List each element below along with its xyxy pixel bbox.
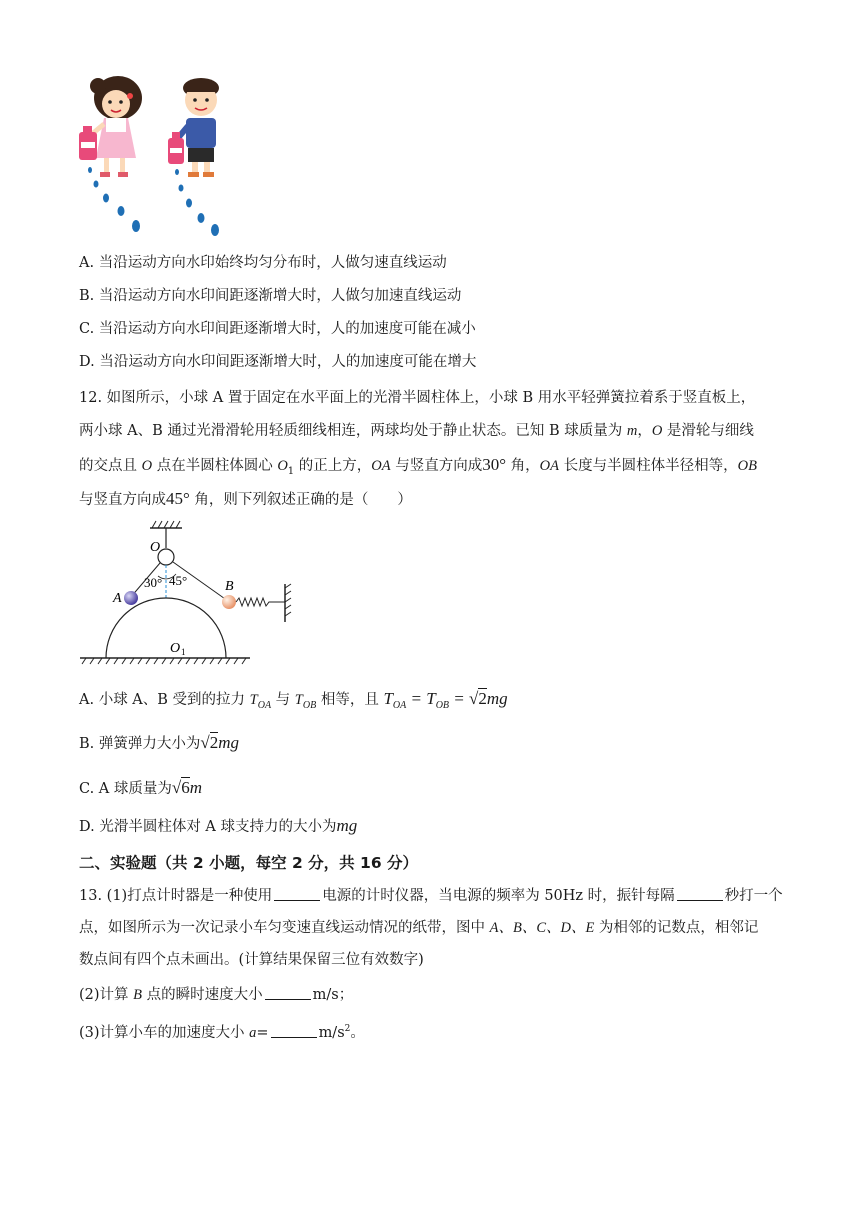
girl-figure [79, 76, 142, 177]
q13-line-1: 13. (1)打点计时器是一种使用 电源的计时仪器，当电源的频率为 50Hz 时，振针每隔 秒打一个 [79, 888, 783, 904]
q12-stem-line-2: 两小球 A、B 通过光滑滑轮用轻质细线相连，两球均处于静止状态。已知 B 球质量为 m，O 是滑轮与细线 [79, 423, 754, 439]
section-2-heading: 二、实验题（共 2 小题，每空 2 分，共 16 分） [79, 854, 419, 872]
q12-option-c: C. A 球质量为√6m [79, 778, 203, 797]
q13-line-2: 点，如图所示为一次记录小车匀变速直线运动情况的纸带，图中 A、B、C、D、E 为相邻的记数点，相邻记 [79, 920, 759, 936]
q12-pulley-diagram [78, 518, 298, 668]
boy-figure [168, 78, 219, 177]
ball-b [222, 595, 236, 609]
spring [236, 598, 285, 606]
q13-blank-2[interactable] [677, 886, 723, 901]
ball-a [124, 591, 138, 605]
pulley-circle [158, 549, 174, 565]
water-drops [88, 167, 219, 236]
q13-blank-4[interactable] [271, 1023, 317, 1038]
label-a: A [113, 591, 122, 606]
label-b: B [225, 579, 234, 594]
children-water-drops-illustration [76, 72, 246, 242]
label-angle-30: 30° [144, 575, 163, 590]
q12-option-a: A. 小球 A、B 受到的拉力 $T_{OA}$ 与 $T_{OB}$ 相等，且 $T_{OA} = T_{OB} = √2mg$ [79, 689, 508, 711]
q12-stem-line-4: 与竖直方向成45° 角，则下列叙述正确的是（ ） [79, 489, 412, 508]
q12-option-d: D. 光滑半圆柱体对 A 球支持力的大小为mg [79, 816, 358, 835]
q13-part-2: (2)计算 B 点的瞬时速度大小 m/s； [79, 987, 354, 1003]
q13-line-3: 数点间有四个点未画出。(计算结果保留三位有效数字) [79, 952, 424, 968]
label-o: O [150, 540, 161, 555]
q12-option-b: B. 弹簧弹力大小为√2mg [79, 733, 239, 752]
q11-option-c: C. 当沿运动方向水印间距逐渐增大时，人的加速度可能在减小 [79, 321, 476, 337]
label-o1: O [170, 641, 181, 656]
q13-blank-3[interactable] [265, 985, 311, 1000]
q12-stem-line-1: 12. 如图所示，小球 A 置于固定在水平面上的光滑半圆柱体上，小球 B 用水平轻弹簧拉着系于竖直板上， [79, 390, 756, 406]
q11-option-b: B. 当沿运动方向水印间距逐渐增大时，人做匀加速直线运动 [79, 288, 462, 304]
q12-stem-line-3: 的交点且 O 点在半圆柱体圆心 $O_1$ 的正上方，OA 与竖直方向成30° 角，OA 长度与半圆柱体半径相等，OB [79, 455, 757, 477]
q11-option-d: D. 当沿运动方向水印间距逐渐增大时，人的加速度可能在增大 [79, 354, 477, 370]
q11-option-a: A. 当沿运动方向水印始终均匀分布时，人做匀速直线运动 [79, 255, 447, 271]
q13-part-3: (3)计算小车的加速度大小 $a= m/s^2$。 [79, 1024, 365, 1041]
label-o1-sub: 1 [181, 647, 186, 657]
label-angle-45: 45° [169, 573, 188, 588]
q13-blank-1[interactable] [274, 886, 320, 901]
